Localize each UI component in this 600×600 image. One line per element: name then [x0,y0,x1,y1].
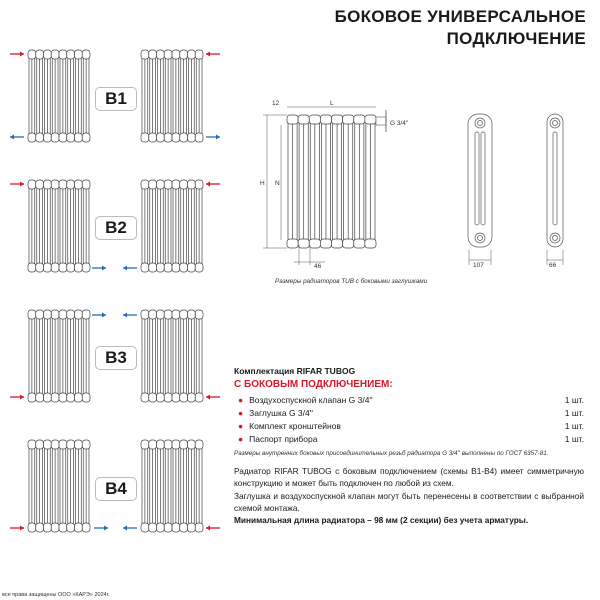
dim-107: 107 [473,262,484,269]
dim-n: N [275,180,280,187]
radiator-left-b3 [28,310,90,402]
dim-12: 12 [272,100,280,107]
scheme-label-b2: B2 [95,216,137,240]
bullet-icon: ● [238,434,244,444]
bullet-icon: ● [238,408,244,418]
kit-section [234,366,584,457]
dim-66: 66 [549,262,557,269]
return-arrow-icon [94,526,108,531]
return-arrow-icon [206,135,220,140]
description-p1: Радиатор RIFAR TUBOG с боковым подключением (схемы B1-B4) имеет симметричную конструкцию и может быть подключен по любой из схем. [234,466,584,489]
description [234,465,584,526]
return-arrow-icon [10,135,24,140]
radiator-right-b3 [141,310,203,402]
connection-schemes [0,0,230,560]
kit-note: Размеры внутренних боковых присоединительных резьб радиатора G 3/4'' выполнены по ГОСТ 6357-81. [234,450,549,457]
supply-arrow-icon [10,526,24,531]
dim-thread: G 3/4'' [390,120,409,127]
kit-item-qty: 1 шт. [564,395,584,405]
supply-arrow-icon [10,182,24,187]
radiator-right-b2 [141,180,203,272]
kit-item-name: Воздухоспускной клапан G 3/4'' [249,395,373,405]
scheme-label-b4: B4 [95,477,137,501]
radiator-front [287,115,376,248]
copyright-footer: все права защищены ООО «КАРЭ» 2024г. [2,592,110,598]
dim-46: 46 [314,263,322,270]
kit-item-name: Комплект кронштейнов [249,421,341,431]
supply-arrow-icon [206,182,220,187]
page-title: БОКОВОЕ УНИВЕРСАЛЬНОЕ ПОДКЛЮЧЕНИЕ [334,7,586,48]
radiator-right-b1 [141,50,203,142]
kit-item-qty: 1 шт. [564,421,584,431]
bullet-icon: ● [238,395,244,405]
radiator-side-view-3col [468,114,492,247]
radiator-side-view-2col [547,114,563,247]
return-arrow-icon [123,313,137,318]
dim-h: H [260,180,265,187]
return-arrow-icon [92,313,106,318]
kit-item [234,407,584,420]
dim-l: L [330,100,334,107]
supply-arrow-icon [206,526,220,531]
scheme-label-b1: B1 [95,87,137,111]
return-arrow-icon [123,526,137,531]
dimension-drawing [250,90,600,280]
return-arrow-icon [123,266,137,271]
supply-arrow-icon [206,395,220,400]
supply-arrow-icon [10,52,24,57]
kit-item-qty: 1 шт. [564,408,584,418]
supply-arrow-icon [10,395,24,400]
kit-item [234,394,584,407]
kit-subheading: С БОКОВЫМ ПОДКЛЮЧЕНИЕМ: [234,379,393,390]
kit-item-name: Заглушка G 3/4'' [249,408,313,418]
description-p2: Заглушка и воздухоспускной клапан могут быть перенесены в соответствии с выбранной схемой монтажа. [234,490,584,513]
kit-heading: Комплектация RIFAR TUBOG [234,366,356,376]
scheme-label-b3: B3 [95,346,137,370]
radiator-left-b1 [28,50,90,142]
kit-item-qty: 1 шт. [564,434,584,444]
radiator-front-view [287,115,376,248]
return-arrow-icon [92,266,106,271]
drawing-caption: Размеры радиаторов TUB с боковыми заглушками [275,278,428,285]
supply-arrow-icon [206,52,220,57]
kit-item-name: Паспорт прибора [249,434,318,444]
radiator-right-b4 [141,440,203,532]
kit-item [234,420,584,433]
bullet-icon: ● [238,421,244,431]
radiator-left-b2 [28,180,90,272]
kit-item [234,433,584,446]
radiator-left-b4 [28,440,90,532]
description-p3: Минимальная длина радиатора – 98 мм (2 секции) без учета арматуры. [234,515,529,526]
